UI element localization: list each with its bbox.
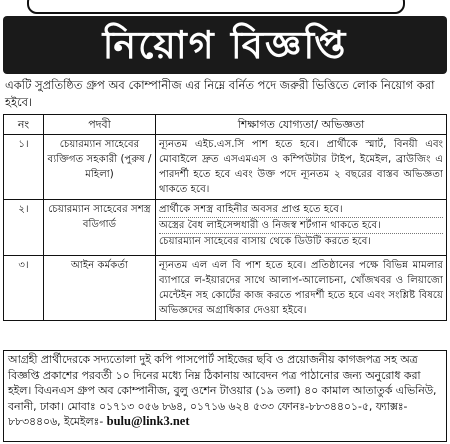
column-header-serial: নং [4, 115, 44, 135]
qualification-line: চেয়ারম্যান সাহেবের বাসায় থেকে ডিউটি করতে হবে। [159, 236, 372, 247]
row-serial: ১। [4, 135, 44, 200]
qualification-line: প্রার্থীকে সশস্ত্র বাহিনীর অবসর প্রাপ্ত হতে হবে। [159, 202, 443, 218]
application-instructions [3, 350, 447, 442]
row-serial: ৩। [4, 256, 44, 321]
qualification-line: অস্ত্রের বৈধ লাইসেন্সধারী ও নিজস্ব শর্টগান থাকতে হবে। [159, 218, 443, 234]
row-qualification: ন্যূনতম এল এল বি পাশ হতে হবে। প্রতিষ্ঠানের পক্ষে বিভিন্ন মামলার ব্যাপারে ল-ইয়ারদের সাথে আলাপ-আলোচনা, খোঁজখবর ও লিয়াজো মেন্টেইন সহ কোর্টের কাজ করতে পারদর্শী হতে হবে এবং সংশ্লিষ্ট বিষয়ে অভিজ্ঞদের অগ্রাধিকার দেওয়া হইবে। [156, 256, 447, 321]
notice-title: নিয়োগ বিজ্ঞপ্তি [102, 22, 348, 67]
top-border-decoration [27, 0, 405, 14]
row-qualification [156, 200, 447, 256]
column-header-qualification: শিক্ষাগত যোগ্যতা/ অভিজ্ঞতা [156, 115, 447, 135]
row-post: আইন কর্মকর্তা [44, 256, 156, 321]
table-header-row [4, 115, 447, 135]
row-post: চেয়ারম্যান সাহেবের সশস্ত্র বডিগার্ড [44, 200, 156, 256]
vacancy-table [3, 114, 447, 321]
row-serial: ২। [4, 200, 44, 256]
application-text: আগ্রহী প্রার্থীদেরকে সদ্যতোলা দুই কপি পাসপোর্ট সাইজের ছবি ও প্রয়োজনীয় কাগজপত্র সহ অত্র বিজ্ঞপ্তি প্রকাশের পরবর্তী ১০ দিনের মধ্যে নিম্ন ঠিকানায় আবেদন পত্র পাঠানোর জন্য অনুরোধ করা হইল। বিএনএস গ্রুপ অব কোম্পানীজ, বুলু ওশেন টাওয়ার (১৯ তলা) ৪০ কামাল আতাতুর্ক এভিনিউ, বনানী, ঢাকা। মোবাঃ ০১৭১৩ ০৫৬ ৮৬৪, ০১৭১৬ ৬২৪ ৫৩৩ ফোনঃ-৮৮৩৪৪০১-৫, ফ্যাক্সঃ- ৮৮৩৪৪০৬, ইমেইলঃ- [8, 353, 437, 428]
table-row [4, 256, 447, 321]
table-row [4, 200, 447, 256]
intro-paragraph: একটি সুপ্রতিষ্ঠিত গ্রুপ অব কোম্পানীজ এর নিম্নে বর্নিত পদে জরুরী ভিত্তিতে লোক নিয়োগ করা হইবে। [5, 78, 435, 109]
row-qualification: ন্যূনতম এইচ.এস.সি পাশ হতে হবে। প্রার্থীকে স্মার্ট, বিনয়ী এবং মোবাইলে দ্রুত এসএমএস ও কম্পিউটার টাইপ, ইমেইল, ব্রাউজিং এ পারদর্শী হতে হবে এবং উক্ত পদে ন্যূনতম ২ বছরের বাস্তব অভিজ্ঞতা থাকতে হবে। [156, 135, 447, 200]
column-header-post: পদবী [44, 115, 156, 135]
contact-email: bulu@link3.net [106, 414, 190, 428]
notice-banner [3, 16, 447, 74]
table-row [4, 135, 447, 200]
row-post: চেয়ারম্যান সাহেবের ব্যক্তিগত সহকারী (পুরুষ / মহিলা) [44, 135, 156, 200]
